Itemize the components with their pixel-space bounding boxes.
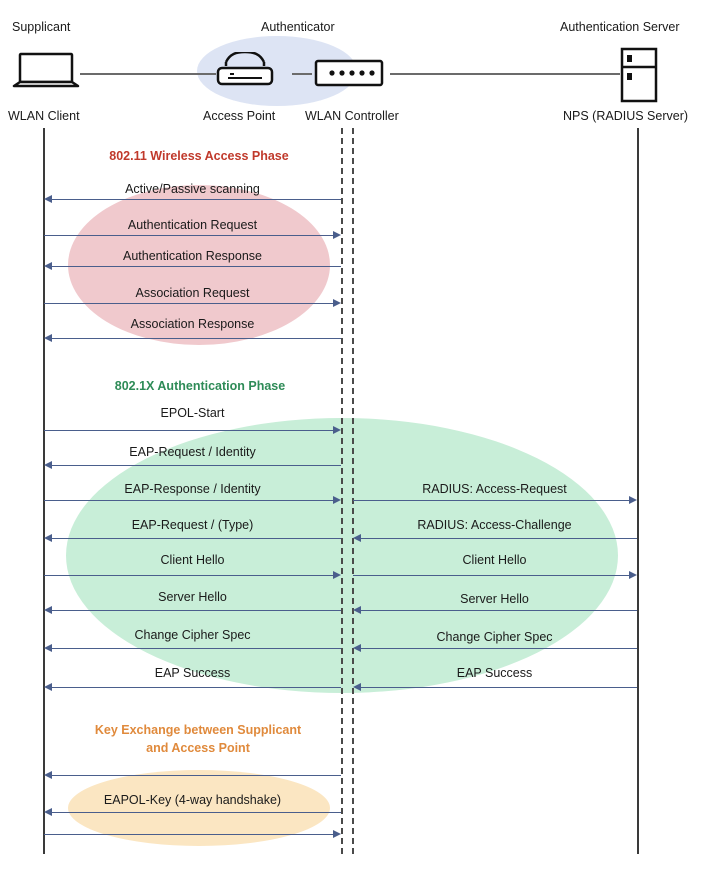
message-arrow-left-0 <box>52 199 341 200</box>
message-label-right-1: RADIUS: Access-Challenge <box>417 518 572 532</box>
phase-title-wireless-access: 802.11 Wireless Access Phase <box>109 149 289 163</box>
message-arrow-left-15 <box>44 834 333 835</box>
message-arrow-right-2 <box>353 575 629 576</box>
message-label-right-0: RADIUS: Access-Request <box>422 482 567 496</box>
link-controller-to-server <box>390 73 620 75</box>
message-arrow-left-12 <box>52 687 341 688</box>
message-arrowhead-left-6 <box>44 461 52 469</box>
message-arrow-right-4 <box>361 648 637 649</box>
message-arrow-left-6 <box>52 465 341 466</box>
message-arrow-left-4 <box>52 338 341 339</box>
message-arrow-right-1 <box>361 538 637 539</box>
message-arrowhead-left-15 <box>333 830 341 838</box>
message-arrowhead-left-1 <box>333 231 341 239</box>
message-arrowhead-right-3 <box>353 606 361 614</box>
message-label-left-9: Client Hello <box>160 553 225 567</box>
message-label-left-7: EAP-Response / Identity <box>124 482 261 496</box>
role-label-supplicant: Supplicant <box>12 20 71 34</box>
message-arrowhead-left-4 <box>44 334 52 342</box>
lifeline-access-point <box>341 128 343 854</box>
phase-title-key-exchange: Key Exchange between Supplicant and Access Point <box>94 723 302 755</box>
message-arrowhead-left-9 <box>333 571 341 579</box>
lifeline-auth-server <box>637 128 639 854</box>
message-arrow-left-14 <box>52 812 341 813</box>
message-arrow-left-9 <box>44 575 333 576</box>
message-label-right-4: Change Cipher Spec <box>436 630 553 644</box>
message-arrowhead-right-1 <box>353 534 361 542</box>
message-arrowhead-left-7 <box>333 496 341 504</box>
access-point-icon <box>214 52 276 92</box>
message-label-left-8: EAP-Request / (Type) <box>131 518 254 532</box>
message-arrowhead-left-10 <box>44 606 52 614</box>
message-label-left-6: EAP-Request / Identity <box>129 445 256 459</box>
message-label-left-10: Server Hello <box>158 590 227 604</box>
message-arrowhead-left-5 <box>333 426 341 434</box>
node-label-wlan-controller: WLAN Controller <box>305 109 399 123</box>
message-arrowhead-right-0 <box>629 496 637 504</box>
message-arrow-right-5 <box>361 687 637 688</box>
node-label-wlan-client: WLAN Client <box>8 109 80 123</box>
message-arrow-right-3 <box>361 610 637 611</box>
message-arrow-right-0 <box>353 500 629 501</box>
link-client-to-ap <box>80 73 216 75</box>
role-label-authenticator: Authenticator <box>261 20 335 34</box>
message-arrowhead-left-12 <box>44 683 52 691</box>
message-label-left-14: EAPOL-Key (4-way handshake) <box>103 793 282 807</box>
message-label-left-5: EPOL-Start <box>160 406 225 420</box>
message-arrowhead-left-2 <box>44 262 52 270</box>
message-arrow-left-10 <box>52 610 341 611</box>
message-label-left-0: Active/Passive scanning <box>125 182 260 196</box>
message-arrow-left-2 <box>52 266 341 267</box>
message-label-left-1: Authentication Request <box>127 218 258 232</box>
message-arrow-left-1 <box>44 235 333 236</box>
message-arrowhead-right-2 <box>629 571 637 579</box>
message-arrowhead-left-3 <box>333 299 341 307</box>
message-arrow-left-3 <box>44 303 333 304</box>
message-label-right-2: Client Hello <box>462 553 527 567</box>
message-arrowhead-left-13 <box>44 771 52 779</box>
laptop-icon <box>12 52 80 92</box>
role-label-authentication-server: Authentication Server <box>560 20 680 34</box>
message-arrowhead-left-8 <box>44 534 52 542</box>
message-label-right-3: Server Hello <box>460 592 529 606</box>
message-arrowhead-right-5 <box>353 683 361 691</box>
message-label-left-3: Association Request <box>135 286 250 300</box>
message-arrowhead-left-0 <box>44 195 52 203</box>
wlan-controller-icon <box>314 58 384 88</box>
message-arrow-left-8 <box>52 538 341 539</box>
message-label-left-11: Change Cipher Spec <box>134 628 251 642</box>
node-label-access-point: Access Point <box>203 109 276 123</box>
message-label-left-4: Association Response <box>130 317 255 331</box>
message-label-left-12: EAP Success <box>154 666 231 680</box>
message-arrow-left-13 <box>52 775 341 776</box>
server-icon <box>618 47 660 103</box>
message-arrowhead-right-4 <box>353 644 361 652</box>
node-label-nps-radius-server: NPS (RADIUS Server) <box>563 109 689 123</box>
phase-title-dot1x-authentication: 802.1X Authentication Phase <box>114 379 286 393</box>
message-arrow-left-7 <box>44 500 333 501</box>
message-label-left-2: Authentication Response <box>123 249 262 263</box>
link-ap-to-controller <box>292 73 312 75</box>
message-arrow-left-5 <box>44 430 333 431</box>
message-label-right-5: EAP Success <box>456 666 533 680</box>
message-arrowhead-left-11 <box>44 644 52 652</box>
message-arrowhead-left-14 <box>44 808 52 816</box>
message-arrow-left-11 <box>52 648 341 649</box>
